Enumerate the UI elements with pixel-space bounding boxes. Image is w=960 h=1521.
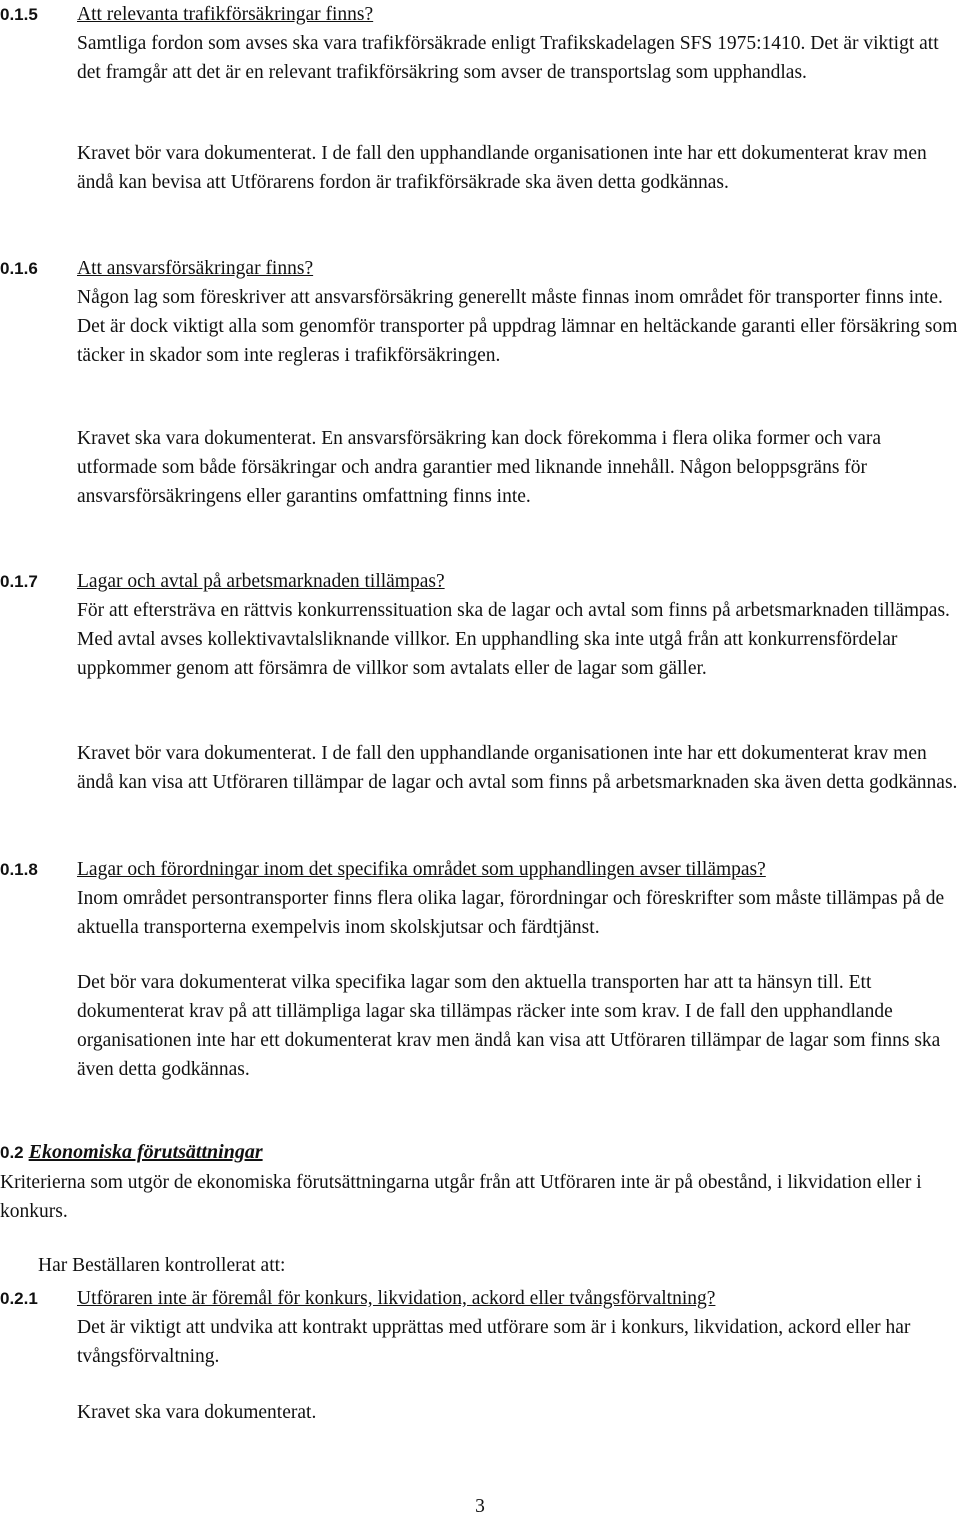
section-paragraph: Kravet ska vara dokumenterat. En ansvarsförsäkring kan dock förekomma i flera olika former och vara utformade som både försäkringar och andra garantier med liknande innehåll. Någon beloppsgräns för ansvarsförsäkringens eller garantins omfattning finns inte. [77, 428, 882, 507]
section-paragraph: För att eftersträva en rättvis konkurrenssituation ska de lagar och avtal som finns på arbetsmarknaden tillämpas. Med avtal avses kollektivavtalsliknande villkor. En upphandling ska inte utgå från att konkurrensfördelar uppkommer genom att försämra de villkor som avtalats eller de lagar som gäller. [77, 600, 950, 679]
chapter-number: 0.2 [0, 1143, 24, 1162]
chapter-intro: Kriterierna som utgör de ekonomiska förutsättningarna utgår från att Utföraren inte är på obestånd, i likvidation eller i konkurs. [0, 1172, 922, 1222]
section-number: 0.1.5 [0, 5, 38, 24]
section-number: 0.1.6 [0, 259, 38, 278]
page-number: 3 [475, 1496, 485, 1517]
section-paragraph: Inom området persontransporter finns flera olika lagar, förordningar och föreskrifter som måste tillämpas på de aktuella transporterna exempelvis inom skolskjutsar och färdtjänst. [77, 888, 945, 938]
section-paragraph: Det är viktigt att undvika att kontrakt upprättas med utförare som är i konkurs, likvidation, ackord eller har tvångsförvaltning. [77, 1317, 911, 1367]
section-paragraph: Någon lag som föreskriver att ansvarsförsäkring generellt måste finnas inom området för transporter finns inte. Det är dock viktigt alla som genomför transporter på uppdrag lämnar en heltäckande garanti eller försäkring som täcker in skador som inte regleras i trafikförsäkringen. [77, 287, 958, 366]
section-paragraph: Det bör vara dokumenterat vilka specifika lagar som den aktuella transporten har att ta hänsyn till. Ett dokumenterat krav på att tillämpliga lagar ska tillämpas räcker inte som krav. I de fall den upphandlande organisationen inte har ett dokumenterat krav men ändå kan visa att Utföraren tillämpar de lagar som finns ska även detta godkännas. [77, 972, 941, 1080]
section-heading: Utföraren inte är föremål för konkurs, likvidation, ackord eller tvångsförvaltning? [77, 1288, 716, 1309]
section-heading: Att ansvarsförsäkringar finns? [77, 258, 314, 279]
section-heading: Lagar och förordningar inom det specifika området som upphandlingen avser tillämpas? [77, 859, 766, 880]
section-paragraph: Kravet bör vara dokumenterat. I de fall den upphandlande organisationen inte har ett dokumenterat krav men ändå kan visa att Utföraren tillämpar de lagar och avtal som finns på arbetsmarknaden ska även detta godkännas. [77, 743, 958, 793]
section-heading: Att relevanta trafikförsäkringar finns? [77, 4, 374, 25]
chapter-title: Ekonomiska förutsättningar [28, 1141, 263, 1163]
section-number: 0.1.8 [0, 860, 38, 879]
section-paragraph: Samtliga fordon som avses ska vara trafikförsäkrade enligt Trafikskadelagen SFS 1975:1410. Det är viktigt att det framgår att det är en relevant trafikförsäkring som avser de transportslag som upphandlas. [77, 33, 939, 83]
section-paragraph: Kravet bör vara dokumenterat. I de fall den upphandlande organisationen inte har ett dokumenterat krav men ändå kan bevisa att Utförarens fordon är trafikförsäkrade ska även detta godkännas. [77, 143, 927, 193]
check-label: Har Beställaren kontrollerat att: [38, 1255, 286, 1276]
section-number: 0.1.7 [0, 572, 38, 591]
section-heading: Lagar och avtal på arbetsmarknaden tillämpas? [77, 571, 445, 592]
section-paragraph: Kravet ska vara dokumenterat. [77, 1402, 317, 1423]
section-number: 0.2.1 [0, 1289, 38, 1308]
chapter-heading [0, 1138, 263, 1167]
